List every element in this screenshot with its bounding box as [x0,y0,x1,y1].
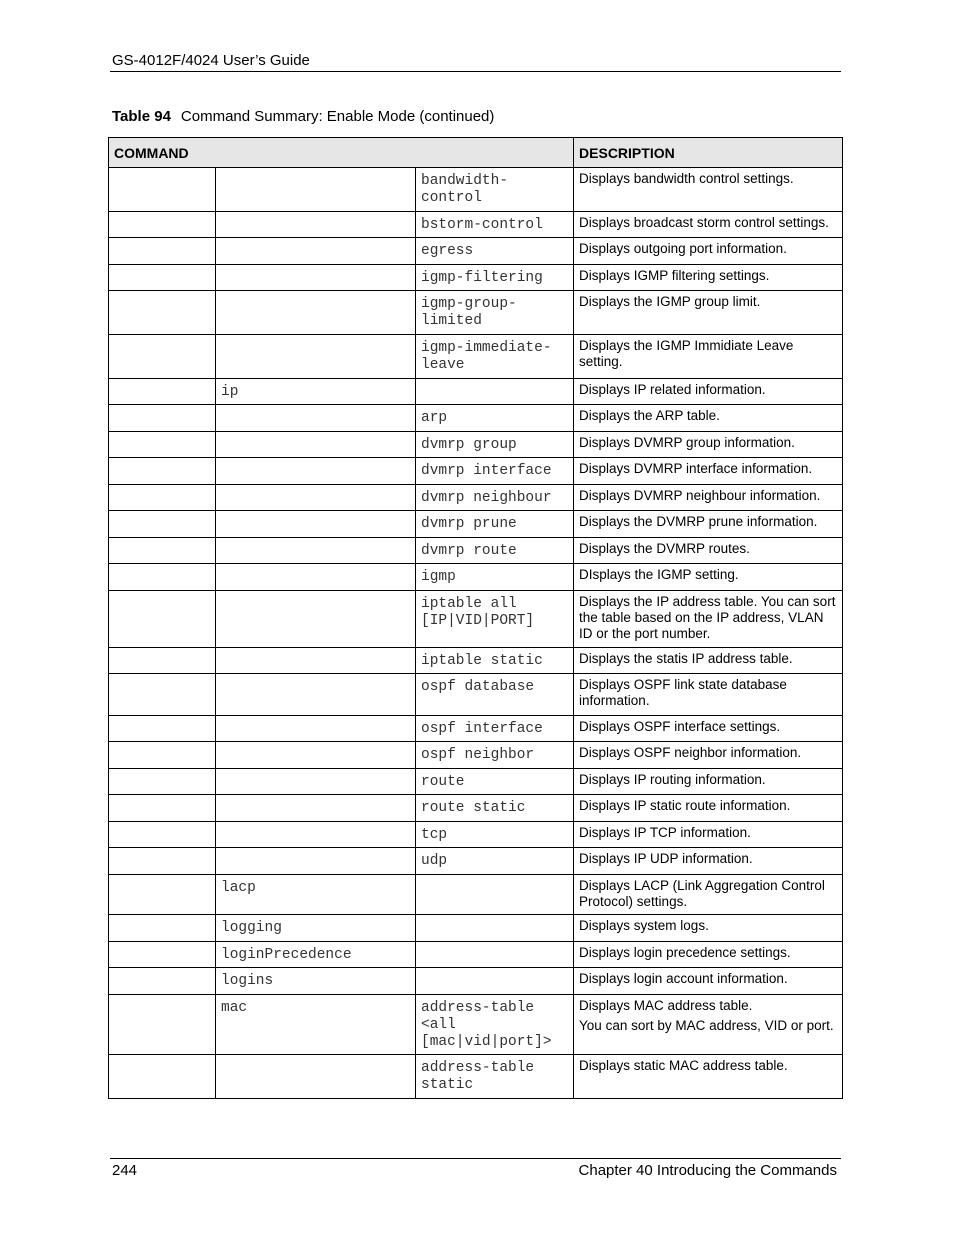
command-cell-3: udp [416,848,574,875]
command-cell-1 [109,379,216,405]
description-text: Displays bandwidth control settings. [579,171,794,186]
description-cell [574,769,843,795]
command-cell-3: igmp-group- limited [416,291,574,335]
description-text: DIsplays the IGMP setting. [579,567,739,582]
description-text: Displays the IGMP group limit. [579,294,761,309]
command-summary-table [108,137,843,1099]
command-cell-2 [216,648,416,674]
table-row [109,591,843,648]
description-column-header: DESCRIPTION [574,138,843,168]
command-cell-2 [216,405,416,432]
command-cell-2 [216,795,416,822]
table-row [109,168,843,212]
description-cell [574,1055,843,1099]
table-row [109,432,843,458]
description-text-extra: You can sort by MAC address, VID or port. [579,1018,834,1033]
description-cell [574,968,843,995]
command-cell-1 [109,564,216,591]
command-cell-3 [416,942,574,968]
command-cell-1 [109,848,216,875]
table-row [109,795,843,822]
command-cell-2: logins [216,968,416,995]
command-cell-2 [216,769,416,795]
description-text: Displays DVMRP interface information. [579,461,813,476]
description-cell [574,915,843,942]
description-text: Displays MAC address table. [579,998,753,1013]
command-cell-2 [216,848,416,875]
table-row [109,212,843,238]
page-number: 244 [112,1162,138,1179]
command-cell-3: dvmrp route [416,538,574,564]
table-row [109,968,843,995]
command-cell-2 [216,674,416,716]
table-row [109,648,843,674]
command-cell-3 [416,379,574,405]
table-row [109,458,843,485]
description-cell [574,511,843,538]
command-cell-3: dvmrp interface [416,458,574,485]
table-row [109,485,843,511]
description-cell [574,591,843,648]
table-caption [112,108,494,125]
command-cell-3: arp [416,405,574,432]
command-cell-1 [109,648,216,674]
command-cell-3: bstorm-control [416,212,574,238]
command-cell-2 [216,291,416,335]
description-cell [574,564,843,591]
description-text: Displays OSPF interface settings. [579,719,781,734]
description-text: Displays login account information. [579,971,788,986]
description-text: Displays IP related information. [579,382,766,397]
description-cell [574,379,843,405]
table-row [109,942,843,968]
description-cell [574,291,843,335]
table-row [109,335,843,379]
table-row [109,564,843,591]
command-cell-1 [109,674,216,716]
command-cell-3: iptable all [IP|VID|PORT] [416,591,574,648]
description-cell [574,265,843,291]
description-cell [574,674,843,716]
description-text: Displays the DVMRP routes. [579,541,750,556]
description-text: Displays IGMP filtering settings. [579,268,770,283]
description-cell [574,212,843,238]
command-cell-3: ospf neighbor [416,742,574,769]
command-cell-3: address-table static [416,1055,574,1099]
description-text: Displays broadcast storm control settings. [579,215,829,230]
table-row [109,822,843,848]
command-cell-2 [216,538,416,564]
command-cell-1 [109,995,216,1055]
command-cell-1 [109,238,216,265]
command-cell-1 [109,769,216,795]
description-text: Displays the DVMRP prune information. [579,514,818,529]
table-body [109,168,843,1099]
command-cell-3: dvmrp prune [416,511,574,538]
table-row [109,379,843,405]
command-cell-1 [109,591,216,648]
command-cell-1 [109,335,216,379]
command-cell-1 [109,942,216,968]
table-row [109,1055,843,1099]
description-cell [574,942,843,968]
command-cell-2 [216,511,416,538]
command-cell-1 [109,822,216,848]
description-text: Displays system logs. [579,918,709,933]
command-cell-2 [216,168,416,212]
description-cell [574,458,843,485]
command-cell-1 [109,291,216,335]
description-cell [574,716,843,742]
description-text: Displays the IGMP Immidiate Leave setting. [579,338,794,369]
command-cell-2 [216,212,416,238]
command-cell-3: igmp [416,564,574,591]
command-cell-1 [109,915,216,942]
command-cell-2: loginPrecedence [216,942,416,968]
command-cell-3 [416,875,574,915]
description-text: Displays DVMRP neighbour information. [579,488,821,503]
description-cell [574,432,843,458]
command-cell-1 [109,968,216,995]
command-cell-3: bandwidth- control [416,168,574,212]
table-row [109,716,843,742]
command-cell-1 [109,1055,216,1099]
table-row [109,848,843,875]
command-cell-1 [109,795,216,822]
table-row [109,875,843,915]
chapter-title: Chapter 40 Introducing the Commands [578,1162,837,1179]
command-cell-3: tcp [416,822,574,848]
command-cell-1 [109,265,216,291]
command-cell-3 [416,915,574,942]
command-cell-1 [109,168,216,212]
description-cell [574,875,843,915]
description-text: Displays the IP address table. You can sort the table based on the IP address, VLAN ID or the port number. [579,594,836,641]
table-row [109,742,843,769]
description-cell [574,795,843,822]
description-text: Displays the ARP table. [579,408,720,423]
description-cell [574,238,843,265]
command-cell-3: dvmrp neighbour [416,485,574,511]
command-cell-1 [109,212,216,238]
description-cell [574,742,843,769]
command-cell-2 [216,564,416,591]
command-cell-1 [109,458,216,485]
table-row [109,291,843,335]
command-cell-3: ospf database [416,674,574,716]
description-text: Displays outgoing port information. [579,241,787,256]
command-cell-1 [109,405,216,432]
command-cell-1 [109,485,216,511]
description-text: Displays IP routing information. [579,772,766,787]
command-cell-2: lacp [216,875,416,915]
command-cell-3: address-table <all [mac|vid|port]> [416,995,574,1055]
description-text: Displays OSPF link state database information. [579,677,787,708]
description-text: Displays OSPF neighbor information. [579,745,802,760]
command-column-header: COMMAND [109,138,574,168]
table-row [109,238,843,265]
description-text: Displays LACP (Link Aggregation Control Protocol) settings. [579,878,825,909]
description-text: Displays the statis IP address table. [579,651,793,666]
command-cell-2 [216,742,416,769]
table-row [109,265,843,291]
command-cell-2 [216,265,416,291]
command-cell-2 [216,822,416,848]
command-cell-2: ip [216,379,416,405]
command-cell-2 [216,238,416,265]
command-cell-3: egress [416,238,574,265]
command-cell-3: dvmrp group [416,432,574,458]
table-row [109,538,843,564]
description-cell [574,168,843,212]
command-cell-1 [109,538,216,564]
command-cell-2 [216,458,416,485]
command-cell-2 [216,485,416,511]
command-cell-2: logging [216,915,416,942]
footer-rule [110,1158,841,1159]
description-text: Displays IP static route information. [579,798,791,813]
table-row [109,769,843,795]
description-text: Displays IP UDP information. [579,851,753,866]
description-text: Displays login precedence settings. [579,945,791,960]
description-cell [574,405,843,432]
table-row [109,995,843,1055]
command-cell-3: igmp-immediate- leave [416,335,574,379]
command-cell-2 [216,335,416,379]
command-cell-3 [416,968,574,995]
table-caption-text: Command Summary: Enable Mode (continued) [180,108,495,125]
command-cell-1 [109,432,216,458]
description-cell [574,995,843,1055]
table-row [109,915,843,942]
command-cell-2 [216,716,416,742]
command-cell-1 [109,716,216,742]
table-row [109,511,843,538]
command-cell-2: mac [216,995,416,1055]
command-cell-2 [216,432,416,458]
command-cell-1 [109,511,216,538]
description-cell [574,848,843,875]
description-cell [574,648,843,674]
table-header-row [109,138,843,168]
command-cell-1 [109,742,216,769]
description-text: Displays static MAC address table. [579,1058,788,1073]
description-cell [574,335,843,379]
command-cell-3: route static [416,795,574,822]
table-caption-label: Table 94 [112,108,171,125]
running-header: GS-4012F/4024 User’s Guide [112,52,310,69]
command-cell-2 [216,1055,416,1099]
description-text: Displays DVMRP group information. [579,435,795,450]
table-row [109,674,843,716]
description-text: Displays IP TCP information. [579,825,751,840]
command-cell-2 [216,591,416,648]
description-cell [574,538,843,564]
command-cell-3: ospf interface [416,716,574,742]
description-cell [574,485,843,511]
command-cell-3: igmp-filtering [416,265,574,291]
command-cell-3: iptable static [416,648,574,674]
description-cell [574,822,843,848]
header-rule [110,71,841,72]
command-cell-1 [109,875,216,915]
table-row [109,405,843,432]
command-cell-3: route [416,769,574,795]
